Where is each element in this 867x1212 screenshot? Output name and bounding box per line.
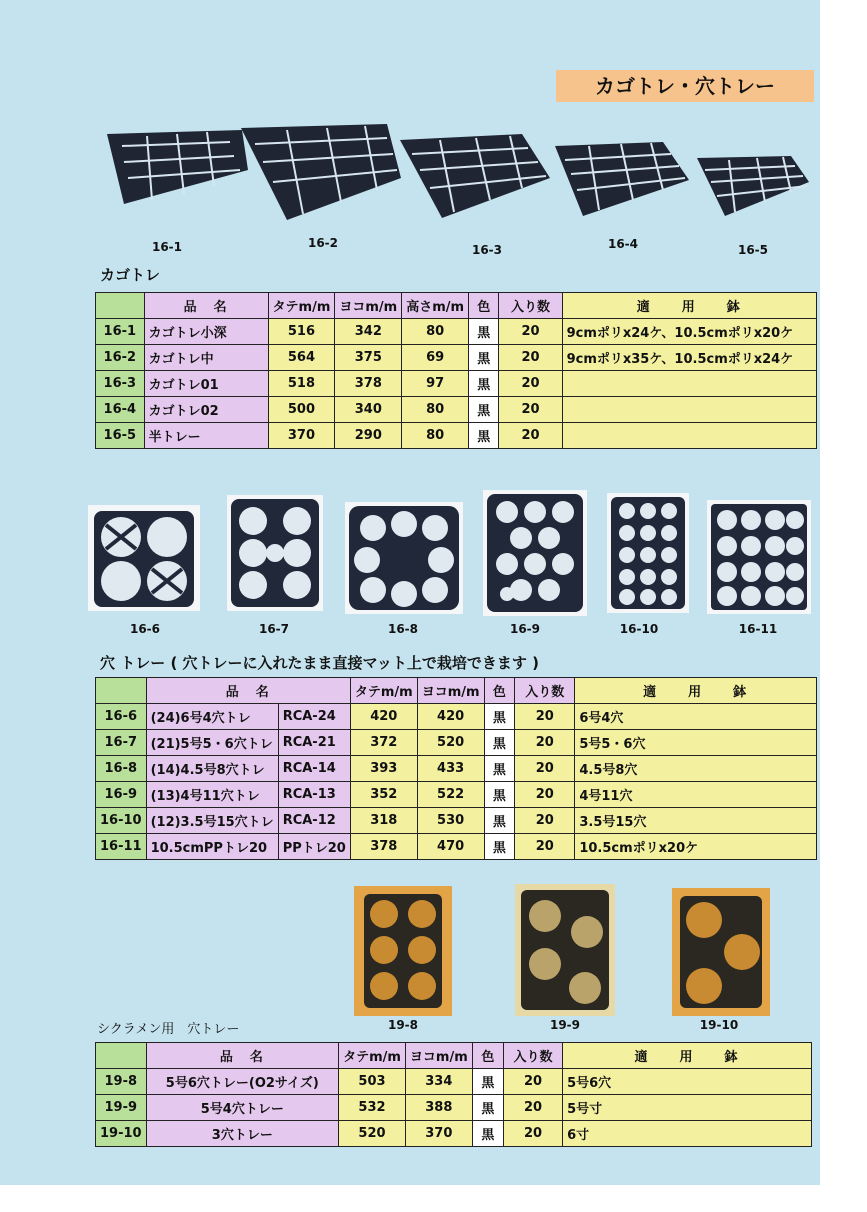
item-number: 16-10 bbox=[96, 808, 147, 834]
item-yoko: 530 bbox=[417, 808, 484, 834]
basket-tray-table bbox=[95, 292, 817, 449]
item-number: 16-8 bbox=[96, 756, 147, 782]
item-tate: 503 bbox=[339, 1069, 406, 1095]
item-code: RCA-21 bbox=[278, 730, 350, 756]
hole-tray-photo-16-10 bbox=[607, 493, 689, 613]
item-number: 16-11 bbox=[96, 834, 147, 860]
photo-caption: 19-9 bbox=[549, 1018, 581, 1032]
item-height: 80 bbox=[402, 423, 469, 449]
column-header: 適 用 鉢 bbox=[563, 1043, 812, 1069]
item-tate: 393 bbox=[350, 756, 417, 782]
item-color: 黒 bbox=[484, 756, 515, 782]
photo-caption: 16-8 bbox=[387, 622, 419, 636]
item-number: 16-2 bbox=[96, 345, 145, 371]
table-row bbox=[96, 1069, 812, 1095]
item-color: 黒 bbox=[472, 1069, 503, 1095]
item-yoko: 375 bbox=[335, 345, 402, 371]
table-row bbox=[96, 423, 817, 449]
column-header: 入り数 bbox=[515, 678, 575, 704]
hole-tray-photo-16-8 bbox=[345, 502, 463, 614]
item-name: カゴトレ01 bbox=[144, 371, 268, 397]
item-tate: 520 bbox=[339, 1121, 406, 1147]
item-qty: 20 bbox=[499, 371, 562, 397]
item-name: カゴトレ中 bbox=[144, 345, 268, 371]
hole-tray-photo-16-7 bbox=[227, 495, 323, 611]
photo-caption: 16-1 bbox=[151, 240, 183, 254]
cyclamen-tray-photo-19-8 bbox=[354, 886, 452, 1016]
item-yoko: 334 bbox=[405, 1069, 472, 1095]
item-qty: 20 bbox=[499, 423, 562, 449]
item-qty: 20 bbox=[515, 808, 575, 834]
item-yoko: 520 bbox=[417, 730, 484, 756]
item-qty: 20 bbox=[499, 319, 562, 345]
item-use: 6寸 bbox=[563, 1121, 812, 1147]
item-number: 16-3 bbox=[96, 371, 145, 397]
item-tate: 518 bbox=[268, 371, 335, 397]
item-use: 5号6穴 bbox=[563, 1069, 812, 1095]
item-color: 黒 bbox=[484, 730, 515, 756]
item-color: 黒 bbox=[469, 345, 499, 371]
item-height: 80 bbox=[402, 397, 469, 423]
item-name: (21)5号5・6穴トレ bbox=[146, 730, 278, 756]
item-color: 黒 bbox=[472, 1095, 503, 1121]
item-name: (13)4号11穴トレ bbox=[146, 782, 278, 808]
table-row bbox=[96, 834, 817, 860]
item-use: 3.5号15穴 bbox=[575, 808, 817, 834]
item-qty: 20 bbox=[515, 782, 575, 808]
table-row bbox=[96, 704, 817, 730]
section-title-hole-trays: 穴 トレー ( 穴トレーに入れたまま直接マット上で栽培できます ) bbox=[100, 654, 540, 672]
item-name: カゴトレ02 bbox=[144, 397, 268, 423]
item-yoko: 340 bbox=[335, 397, 402, 423]
item-use: 10.5cmポリx20ケ bbox=[575, 834, 817, 860]
item-use: 4号11穴 bbox=[575, 782, 817, 808]
section-title-basket-trays: カゴトレ bbox=[100, 266, 161, 284]
item-height: 69 bbox=[402, 345, 469, 371]
column-header: ヨコm/m bbox=[335, 293, 402, 319]
item-number: 16-4 bbox=[96, 397, 145, 423]
item-name: 5号6穴トレー(O2サイズ) bbox=[146, 1069, 338, 1095]
column-header: 色 bbox=[469, 293, 499, 319]
item-tate: 500 bbox=[268, 397, 335, 423]
cyclamen-tray-photo-19-9 bbox=[515, 884, 615, 1016]
table-row bbox=[96, 782, 817, 808]
item-name: (14)4.5号8穴トレ bbox=[146, 756, 278, 782]
item-name: 10.5cmPPトレ20 bbox=[146, 834, 278, 860]
column-header: 適 用 鉢 bbox=[575, 678, 817, 704]
item-qty: 20 bbox=[515, 834, 575, 860]
table-row bbox=[96, 397, 817, 423]
item-use: 5号寸 bbox=[563, 1095, 812, 1121]
photo-caption: 16-5 bbox=[737, 243, 769, 257]
column-header: タテm/m bbox=[339, 1043, 406, 1069]
table-header-row bbox=[96, 1043, 812, 1069]
item-use: 4.5号8穴 bbox=[575, 756, 817, 782]
item-use: 9cmポリx35ケ、10.5cmポリx24ケ bbox=[562, 345, 816, 371]
item-use: 9cmポリx24ケ、10.5cmポリx20ケ bbox=[562, 319, 816, 345]
item-name: 3穴トレー bbox=[146, 1121, 338, 1147]
item-yoko: 388 bbox=[405, 1095, 472, 1121]
item-qty: 20 bbox=[503, 1095, 562, 1121]
column-header: 色 bbox=[484, 678, 515, 704]
item-tate: 372 bbox=[350, 730, 417, 756]
item-yoko: 470 bbox=[417, 834, 484, 860]
table-row bbox=[96, 319, 817, 345]
table-row bbox=[96, 808, 817, 834]
item-tate: 532 bbox=[339, 1095, 406, 1121]
hole-tray-table bbox=[95, 677, 817, 860]
item-color: 黒 bbox=[469, 371, 499, 397]
column-header: タテm/m bbox=[350, 678, 417, 704]
item-qty: 20 bbox=[515, 730, 575, 756]
table-row bbox=[96, 1121, 812, 1147]
item-height: 80 bbox=[402, 319, 469, 345]
item-use bbox=[562, 397, 816, 423]
item-code: PPトレ20 bbox=[278, 834, 350, 860]
item-height: 97 bbox=[402, 371, 469, 397]
column-header: 入り数 bbox=[503, 1043, 562, 1069]
item-code: RCA-12 bbox=[278, 808, 350, 834]
page-title: カゴトレ・穴トレー bbox=[556, 70, 814, 102]
item-yoko: 290 bbox=[335, 423, 402, 449]
section-title-cyclamen-trays: シクラメン用 穴トレー bbox=[97, 1022, 240, 1037]
column-header: ヨコm/m bbox=[417, 678, 484, 704]
basket-tray-photo-16-4 bbox=[553, 138, 691, 220]
column-header: 適 用 鉢 bbox=[562, 293, 816, 319]
table-row bbox=[96, 371, 817, 397]
item-color: 黒 bbox=[469, 423, 499, 449]
photo-caption: 16-4 bbox=[607, 237, 639, 251]
basket-tray-photo-16-1 bbox=[102, 124, 250, 210]
column-header: 品 名 bbox=[146, 1043, 338, 1069]
item-yoko: 378 bbox=[335, 371, 402, 397]
table-row bbox=[96, 1095, 812, 1121]
item-yoko: 522 bbox=[417, 782, 484, 808]
item-qty: 20 bbox=[515, 704, 575, 730]
column-header: 品 名 bbox=[146, 678, 350, 704]
photo-caption: 16-9 bbox=[509, 622, 541, 636]
basket-tray-photo-16-5 bbox=[695, 154, 811, 220]
item-color: 黒 bbox=[484, 782, 515, 808]
item-number: 19-10 bbox=[96, 1121, 147, 1147]
item-number: 16-6 bbox=[96, 704, 147, 730]
item-name: (24)6号4穴トレ bbox=[146, 704, 278, 730]
item-tate: 352 bbox=[350, 782, 417, 808]
photo-caption: 16-6 bbox=[129, 622, 161, 636]
photo-caption: 19-10 bbox=[699, 1018, 739, 1032]
hole-tray-photo-16-9 bbox=[483, 490, 587, 616]
basket-tray-photo-16-3 bbox=[398, 130, 554, 222]
item-qty: 20 bbox=[503, 1121, 562, 1147]
item-number: 16-9 bbox=[96, 782, 147, 808]
item-yoko: 433 bbox=[417, 756, 484, 782]
table-header-row bbox=[96, 293, 817, 319]
item-qty: 20 bbox=[503, 1069, 562, 1095]
item-code: RCA-13 bbox=[278, 782, 350, 808]
item-tate: 564 bbox=[268, 345, 335, 371]
basket-tray-photo-16-2 bbox=[237, 120, 405, 224]
item-color: 黒 bbox=[484, 808, 515, 834]
item-yoko: 342 bbox=[335, 319, 402, 345]
item-name: 半トレー bbox=[144, 423, 268, 449]
item-use: 5号5・6穴 bbox=[575, 730, 817, 756]
item-name: 5号4穴トレー bbox=[146, 1095, 338, 1121]
item-use bbox=[562, 371, 816, 397]
item-color: 黒 bbox=[484, 834, 515, 860]
item-color: 黒 bbox=[484, 704, 515, 730]
photo-caption: 16-10 bbox=[619, 622, 659, 636]
cyclamen-tray-table bbox=[95, 1042, 812, 1147]
photo-caption: 16-2 bbox=[307, 236, 339, 250]
table-row bbox=[96, 345, 817, 371]
item-code: RCA-14 bbox=[278, 756, 350, 782]
table-row bbox=[96, 756, 817, 782]
item-yoko: 370 bbox=[405, 1121, 472, 1147]
item-color: 黒 bbox=[469, 397, 499, 423]
item-number: 16-7 bbox=[96, 730, 147, 756]
item-name: カゴトレ小深 bbox=[144, 319, 268, 345]
item-number: 19-8 bbox=[96, 1069, 147, 1095]
column-header: 高さm/m bbox=[402, 293, 469, 319]
item-tate: 420 bbox=[350, 704, 417, 730]
item-use: 6号4穴 bbox=[575, 704, 817, 730]
item-color: 黒 bbox=[472, 1121, 503, 1147]
item-use bbox=[562, 423, 816, 449]
item-tate: 370 bbox=[268, 423, 335, 449]
item-number: 19-9 bbox=[96, 1095, 147, 1121]
item-name: (12)3.5号15穴トレ bbox=[146, 808, 278, 834]
photo-caption: 16-11 bbox=[738, 622, 778, 636]
column-header: 品 名 bbox=[144, 293, 268, 319]
item-qty: 20 bbox=[499, 397, 562, 423]
item-color: 黒 bbox=[469, 319, 499, 345]
item-qty: 20 bbox=[499, 345, 562, 371]
item-yoko: 420 bbox=[417, 704, 484, 730]
photo-caption: 19-8 bbox=[387, 1018, 419, 1032]
item-tate: 318 bbox=[350, 808, 417, 834]
item-code: RCA-24 bbox=[278, 704, 350, 730]
cyclamen-tray-photo-19-10 bbox=[672, 888, 770, 1016]
photo-caption: 16-3 bbox=[471, 243, 503, 257]
item-number: 16-5 bbox=[96, 423, 145, 449]
table-header-row bbox=[96, 678, 817, 704]
table-row bbox=[96, 730, 817, 756]
column-header: 色 bbox=[472, 1043, 503, 1069]
column-header: 入り数 bbox=[499, 293, 562, 319]
item-number: 16-1 bbox=[96, 319, 145, 345]
item-qty: 20 bbox=[515, 756, 575, 782]
hole-tray-photo-16-6 bbox=[88, 505, 200, 611]
photo-caption: 16-7 bbox=[258, 622, 290, 636]
item-tate: 516 bbox=[268, 319, 335, 345]
column-header: タテm/m bbox=[268, 293, 335, 319]
column-header: ヨコm/m bbox=[405, 1043, 472, 1069]
hole-tray-photo-16-11 bbox=[707, 500, 811, 614]
item-tate: 378 bbox=[350, 834, 417, 860]
